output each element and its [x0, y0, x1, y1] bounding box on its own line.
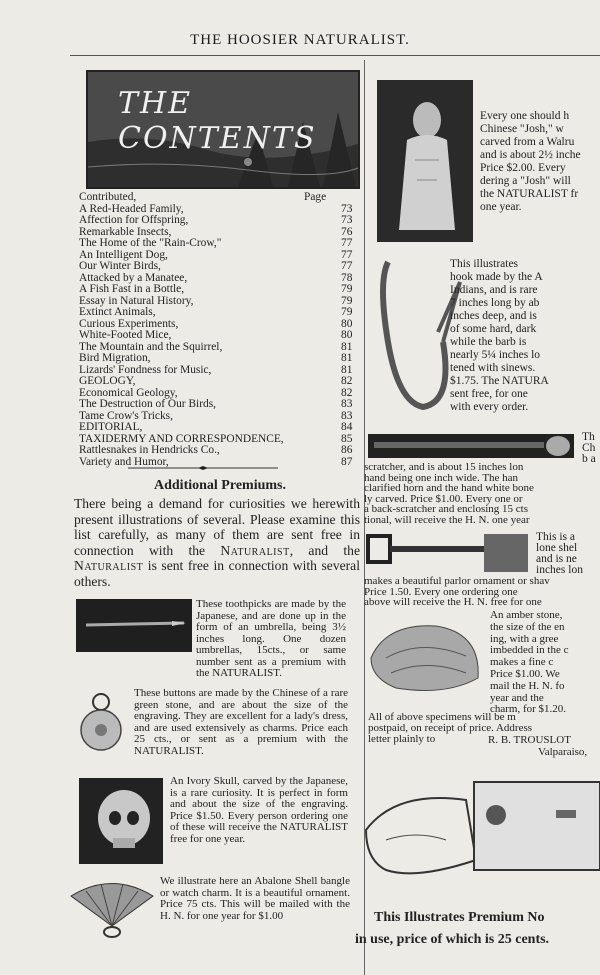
hook-line: while the barb is — [450, 336, 527, 348]
toc-title: Remarkable Insects, — [79, 225, 172, 238]
abalone-shell-illustration — [66, 876, 158, 940]
shovel_right-line: This is a — [536, 531, 575, 543]
toc-heading: Contributed, — [79, 191, 137, 203]
toc-page-number: 85 — [341, 432, 353, 445]
hook-line: sent free, for one — [450, 388, 528, 400]
toc-title: The Mountain and the Squirrel, — [79, 340, 223, 353]
amber-line: An amber stone, — [490, 609, 563, 621]
hook-line: hook made by the A — [450, 271, 543, 283]
toc-title: Essay in Natural History, — [79, 294, 194, 307]
toc-page-number: 81 — [341, 363, 353, 376]
josh-line: dering a "Josh" will — [480, 175, 571, 187]
shovel-side-text — [536, 532, 600, 576]
toc-title: EDITORIAL, — [79, 421, 143, 433]
amber-line: the size of the en — [490, 620, 565, 633]
intro-text-b: , and the — [289, 542, 360, 558]
toc-title: A Fish Fast in a Bottle, — [79, 283, 185, 295]
josh-text — [480, 110, 600, 214]
toc-title: GEOLOGY, — [79, 375, 136, 387]
toc-page-number: 73 — [341, 202, 353, 215]
amber-stone-illustration — [366, 618, 486, 698]
amber-line: charm, for $1.20. — [490, 703, 567, 716]
toc-title: Attacked by a Manatee, — [79, 271, 188, 284]
toc-page-number: 82 — [341, 375, 353, 387]
hook-line: Indians, and is rare — [450, 284, 538, 296]
scratcher-line: ly carved. Price $1.00. Every one or — [364, 492, 523, 505]
josh-line: and is about 2½ inche — [480, 149, 581, 161]
cufflink-hand-illustration — [356, 770, 600, 894]
shovel_right-line: and is ne — [536, 553, 577, 565]
toc-page-number: 84 — [341, 421, 353, 433]
toc-title: TAXIDERMY AND CORRESPONDENCE, — [79, 432, 284, 445]
scratcher_right-line: Ch — [582, 442, 596, 454]
toc-entry — [79, 261, 359, 273]
hook-line: tened with sinews. — [450, 362, 536, 374]
hook-line: 7 inches long by ab — [450, 297, 540, 309]
intro-text-c: is sent free in connection with several others. — [74, 558, 360, 589]
josh-line: carved from a Walru — [480, 136, 575, 148]
scratcher-line: tional, will receive the H. N. one year — [364, 513, 530, 526]
button-charm-illustration — [76, 690, 126, 752]
toc-entry — [79, 238, 359, 250]
shovel_right-line: lone shel — [536, 542, 578, 554]
toc-title: Lizards' Fondness for Music, — [79, 363, 212, 376]
hook-line: of some hard, dark — [450, 323, 537, 335]
toc-page-number: 87 — [341, 455, 353, 468]
toc-title: White-Footed Mice, — [79, 329, 172, 341]
shovel-line: Price 1.50. Every one ordering one — [364, 585, 518, 598]
toc-title: The Home of the "Rain-Crow," — [79, 237, 222, 249]
toc-title: Variety and Humor, — [79, 455, 169, 468]
toc-title: Bird Migration, — [79, 352, 151, 364]
toc-page-number: 80 — [341, 329, 353, 341]
toc-page-number: 77 — [341, 260, 353, 272]
toc-page-label: Page — [304, 191, 327, 203]
shovel_right-line: inches lon — [536, 564, 583, 576]
toc-page-number: 83 — [341, 409, 353, 422]
intro-naturalist: Naturalist — [220, 542, 290, 558]
footer-line: All of above specimens will be m — [368, 711, 516, 723]
toc-title: Rattlesnakes in Hendricks Co., — [79, 444, 220, 456]
amber-stone-text — [490, 610, 600, 716]
toc-page-number: 82 — [341, 386, 353, 399]
josh-line: Price $2.00. Every — [480, 162, 566, 174]
toc-page-number: 73 — [341, 214, 353, 226]
toothpicks-text: These toothpicks are made by the Japanese, and are done up in the form of an umbrella, being 3½ inches long. One dozen umbrellas, 15cts., or same number sent as a premium with the NATURALIST. — [196, 598, 346, 679]
scratcher_right-line: Th — [582, 431, 595, 443]
toc-entry — [79, 445, 359, 457]
footer-line: letter plainly to — [368, 733, 436, 745]
toc-page-number: 77 — [341, 237, 353, 249]
table-of-contents — [79, 192, 359, 468]
ivory-skull-illustration — [79, 778, 163, 864]
hook-line: with every order. — [450, 401, 529, 413]
hook-line: This illustrates — [450, 258, 519, 270]
josh-line: one year. — [480, 201, 522, 213]
toc-entry — [79, 215, 359, 227]
scratcher-line: clarified horn and the hand white bone — [364, 482, 534, 494]
toc-entry — [79, 376, 359, 388]
buttons-text: These buttons are made by the Chinese of a rare green stone, and are about the size of the engraving. They are excellent for a lady's dress, and are used extensively as charms. Price each 25 cts., or sent as a premium with the NATURALIST. — [134, 687, 348, 757]
toc-title: Our Winter Birds, — [79, 260, 161, 272]
scratcher-line: a back-scratcher and enclosing 15 cts — [364, 503, 529, 515]
scratcher-line: scratcher, and is about 15 inches lon — [364, 461, 524, 473]
footer-line: postpaid, on receipt of price. Address — [368, 722, 533, 734]
contents-banner — [86, 70, 360, 189]
toc-entry — [79, 307, 359, 319]
toc-page-number: 78 — [341, 271, 353, 284]
shovel-illustration — [364, 530, 530, 574]
toc-entry — [79, 399, 359, 411]
premium-caption-line1: This Illustrates Premium No — [374, 910, 545, 925]
banner-title: THE CONTENTS — [118, 86, 317, 156]
toc-entry — [79, 330, 359, 342]
josh-line: the NATURALIST fr — [480, 188, 579, 200]
abalone-text: We illustrate here an Abalone Shell bangle or watch charm. It is a beautiful ornament. Price 75 cts. This will be mailed with the H. N. for one year for $1.00 — [160, 875, 350, 922]
intro-text-a: There being a demand for curiosities we herewith present illustrations of several. Please examine this list carefully, as many of them are sent free in connection with the — [74, 496, 360, 558]
toc-title: Affection for Offspring, — [79, 214, 189, 226]
toc-title: Tame Crow's Tricks, — [79, 409, 173, 422]
amber-line: ing, with a gree — [490, 632, 559, 645]
toc-page-number: 79 — [341, 294, 353, 307]
toothpicks-illustration — [76, 599, 192, 652]
scratcher_right-line: b a — [582, 453, 596, 465]
toc-title: An Intelligent Dog, — [79, 248, 168, 261]
city: Valparaiso, — [538, 746, 588, 758]
toc-entry — [79, 353, 359, 365]
intro-paragraph — [74, 496, 360, 589]
toc-entry — [79, 422, 359, 434]
toc-page-number: 79 — [341, 283, 353, 295]
back-scratcher-text — [364, 462, 600, 525]
toc-page-number: 80 — [341, 317, 353, 330]
intro-naturalist-2: Naturalist — [74, 558, 144, 573]
running-header: THE HOOSIER NATURALIST. — [190, 32, 410, 48]
toc-page-number: 77 — [341, 248, 353, 261]
toc-title: Economical Geology, — [79, 386, 178, 399]
chinese-josh-illustration — [377, 80, 473, 242]
skull-text: An Ivory Skull, carved by the Japanese, is a rare curiosity. It is perfect in form and about the size of the engraving. Price $1.50. Every person ordering one of these will receive the NATURALIST free for one year. — [170, 775, 348, 845]
amber-line: imbedded in the c — [490, 644, 569, 657]
amber-line: makes a fine c — [490, 656, 554, 669]
toc-entry — [79, 284, 359, 296]
shovel-line: above will receive the H. N. free for one — [364, 596, 542, 608]
hook-line: nearly 5¼ inches lo — [450, 349, 541, 361]
amber-line: mail the H. N. fo — [490, 679, 565, 692]
shovel-text — [364, 576, 600, 608]
premium-caption-line2: in use, price of which is 25 cents. — [355, 932, 550, 947]
toc-title: The Destruction of Our Birds, — [79, 398, 216, 410]
toc-page-number: 81 — [341, 340, 353, 353]
toc-page-number: 76 — [341, 225, 353, 238]
amber-line: Price $1.00. We — [490, 667, 560, 680]
divider-ornament — [128, 466, 278, 470]
hook-line: inches deep, and is — [450, 310, 537, 322]
toc-title: Extinct Animals, — [79, 306, 156, 318]
toc-page-number: 86 — [341, 444, 353, 456]
josh-line: Every one should h — [480, 110, 570, 122]
toc-title: A Red-Headed Family, — [79, 202, 184, 215]
toc-page-number: 83 — [341, 398, 353, 410]
back-scratcher-side-text — [582, 432, 600, 465]
addressee: R. B. TROUSLOT — [488, 734, 571, 746]
scratcher-line: hand being one inch wide. The han — [364, 471, 519, 484]
amber-line: year and the — [490, 691, 544, 704]
toc-page-number: 79 — [341, 306, 353, 318]
header-rule — [70, 55, 600, 56]
toc-page-number: 81 — [341, 352, 353, 364]
fish-hook-text — [450, 258, 600, 414]
hook-line: $1.75. The NATURA — [450, 375, 549, 387]
toc-title: Curious Experiments, — [79, 317, 179, 330]
premiums-heading: Additional Premiums. — [154, 478, 286, 493]
josh-line: Chinese "Josh," w — [480, 123, 564, 135]
shovel-line: makes a beautiful parlor ornament or shav — [364, 575, 550, 587]
back-scratcher-illustration — [368, 428, 574, 464]
